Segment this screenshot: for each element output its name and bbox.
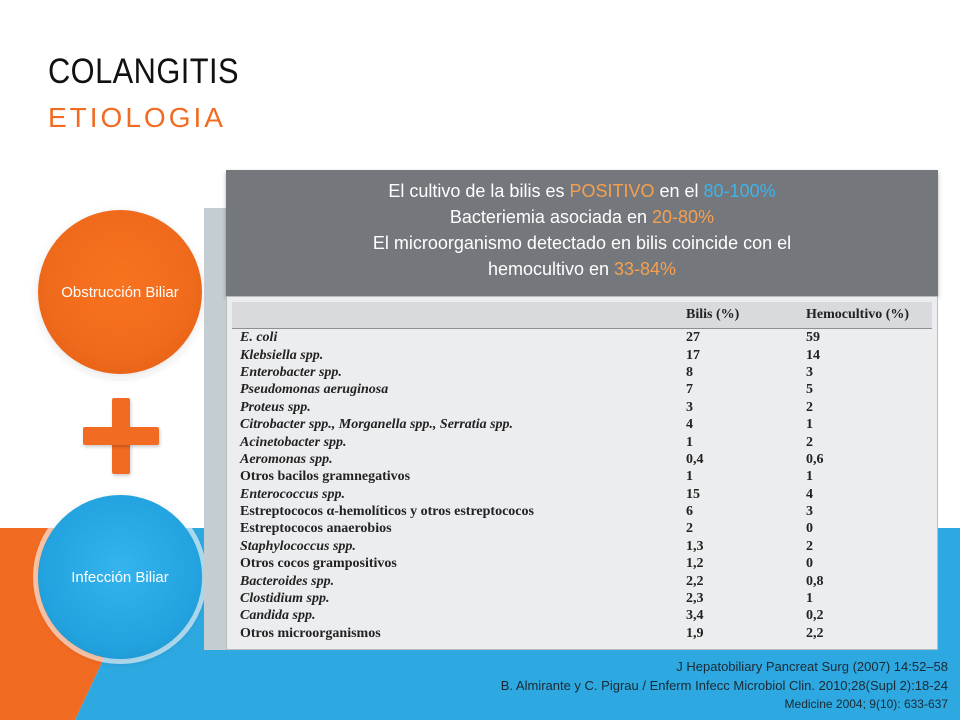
microorganism-table (232, 302, 932, 642)
organism-cell: Klebsiella spp. (240, 347, 324, 363)
bilis-value-cell: 3 (686, 399, 693, 415)
obstruction-label: Obstrucción Biliar (61, 283, 179, 301)
table-row (232, 399, 932, 416)
hemocultivo-value-cell: 5 (806, 382, 813, 398)
table-header-row (232, 302, 932, 329)
bilis-value-cell: 1,2 (686, 556, 704, 572)
bilis-value-cell: 4 (686, 417, 693, 433)
table-row (232, 451, 932, 468)
coincidence-rate-highlight: 33-84% (614, 259, 677, 279)
table-row (232, 381, 932, 398)
slide-subtitle: ETIOLOGIA (48, 102, 226, 133)
bilis-value-cell: 27 (686, 330, 700, 346)
organism-cell: Aeromonas spp. (240, 451, 333, 467)
bilis-value-cell: 3,4 (686, 608, 704, 624)
table-body (232, 329, 932, 643)
hemocultivo-value-cell: 0 (806, 521, 813, 537)
table-row (232, 433, 932, 450)
reference-2: B. Almirante y C. Pigrau / Enferm Infecc Microbiol Clin. 2010;28(Supl 2):18-24 (500, 678, 948, 693)
organism-cell: Enterobacter spp. (240, 364, 342, 380)
table-row (232, 538, 932, 555)
hemocultivo-value-cell: 1 (806, 417, 813, 433)
bilis-value-cell: 17 (686, 347, 700, 363)
table-row (232, 486, 932, 503)
organism-cell: Citrobacter spp., Morganella spp., Serratia spp. (240, 417, 514, 433)
bilis-value-cell: 6 (686, 504, 693, 520)
hemocultivo-value-cell: 1 (806, 469, 813, 485)
table-row (232, 346, 932, 363)
positive-highlight: POSITIVO (569, 181, 655, 201)
hemocultivo-value-cell: 2 (806, 434, 813, 450)
info-line-4: hemocultivo en 33-84% (487, 259, 677, 279)
table-row (232, 329, 932, 347)
bilis-value-cell: 15 (686, 486, 700, 502)
plus-icon (83, 398, 159, 474)
table-row (232, 364, 932, 381)
bilis-value-cell: 1 (686, 434, 693, 450)
organism-cell: Clostidium spp. (240, 591, 330, 607)
organism-cell: Staphylococcus spp. (240, 538, 356, 554)
header-bilis: Bilis (%) (678, 302, 798, 329)
bilis-value-cell: 8 (686, 364, 693, 380)
header-organism (232, 302, 678, 329)
infection-circle (38, 495, 202, 659)
table-row (232, 607, 932, 624)
hemocultivo-value-cell: 1 (806, 591, 813, 607)
reference-3: Medicine 2004; 9(10): 633-637 (784, 697, 948, 711)
organism-cell: Otros bacilos gramnegativos (240, 469, 411, 485)
hemocultivo-value-cell: 0 (806, 556, 813, 572)
bilis-value-cell: 1,9 (686, 625, 704, 641)
header-hemocultivo: Hemocultivo (%) (798, 302, 932, 329)
info-line-2: Bacteriemia asociada en 20-80% (449, 207, 715, 227)
bilis-value-cell: 2,2 (686, 573, 704, 589)
table-row (232, 520, 932, 537)
culture-rate-highlight: 80-100% (703, 181, 776, 201)
infection-label: Infección Biliar (71, 568, 169, 586)
info-panel (226, 170, 938, 296)
hemocultivo-value-cell: 2 (806, 399, 813, 415)
organism-cell: Estreptococos α-hemolíticos y otros estreptococos (240, 504, 534, 520)
organism-cell: Estreptococos anaerobios (240, 521, 392, 537)
bilis-value-cell: 0,4 (686, 451, 704, 467)
organism-cell: Otros cocos grampositivos (240, 556, 397, 572)
table-row (232, 625, 932, 642)
microorganism-table-panel (226, 296, 938, 650)
info-line-3: El microorganismo detectado en bilis coincide con el (372, 233, 792, 253)
organism-cell: Pseudomonas aeruginosa (240, 382, 389, 398)
organism-cell: Enterococcus spp. (240, 486, 345, 502)
references (501, 657, 948, 714)
table-row (232, 572, 932, 589)
bacteremia-rate-highlight: 20-80% (652, 207, 715, 227)
bilis-value-cell: 7 (686, 382, 693, 398)
info-line-1: El cultivo de la bilis es POSITIVO en el 80-100% (388, 181, 776, 201)
bilis-value-cell: 1,3 (686, 538, 704, 554)
organism-cell: Candida spp. (240, 608, 316, 624)
hemocultivo-value-cell: 3 (806, 504, 813, 520)
table-row (232, 555, 932, 572)
table-row (232, 590, 932, 607)
hemocultivo-value-cell: 14 (806, 347, 820, 363)
organism-cell: Acinetobacter spp. (240, 434, 347, 450)
obstruction-circle (38, 210, 202, 374)
hemocultivo-value-cell: 2 (806, 538, 813, 554)
hemocultivo-value-cell: 0,8 (806, 573, 824, 589)
hemocultivo-value-cell: 0,6 (806, 451, 824, 467)
hemocultivo-value-cell: 59 (806, 330, 820, 346)
organism-cell: Otros microorganismos (240, 625, 381, 641)
hemocultivo-value-cell: 4 (806, 486, 813, 502)
hemocultivo-value-cell: 3 (806, 364, 813, 380)
bilis-value-cell: 1 (686, 469, 693, 485)
hemocultivo-value-cell: 0,2 (806, 608, 824, 624)
table-row (232, 468, 932, 485)
table-row (232, 416, 932, 433)
slide-title: COLANGITIS (48, 52, 239, 91)
bilis-value-cell: 2,3 (686, 591, 704, 607)
reference-1: J Hepatobiliary Pancreat Surg (2007) 14:52–58 (676, 659, 948, 674)
organism-cell: E. coli (240, 330, 278, 346)
organism-cell: Bacteroides spp. (240, 573, 335, 589)
table-row (232, 503, 932, 520)
hemocultivo-value-cell: 2,2 (806, 625, 824, 641)
bilis-value-cell: 2 (686, 521, 693, 537)
organism-cell: Proteus spp. (240, 399, 311, 415)
